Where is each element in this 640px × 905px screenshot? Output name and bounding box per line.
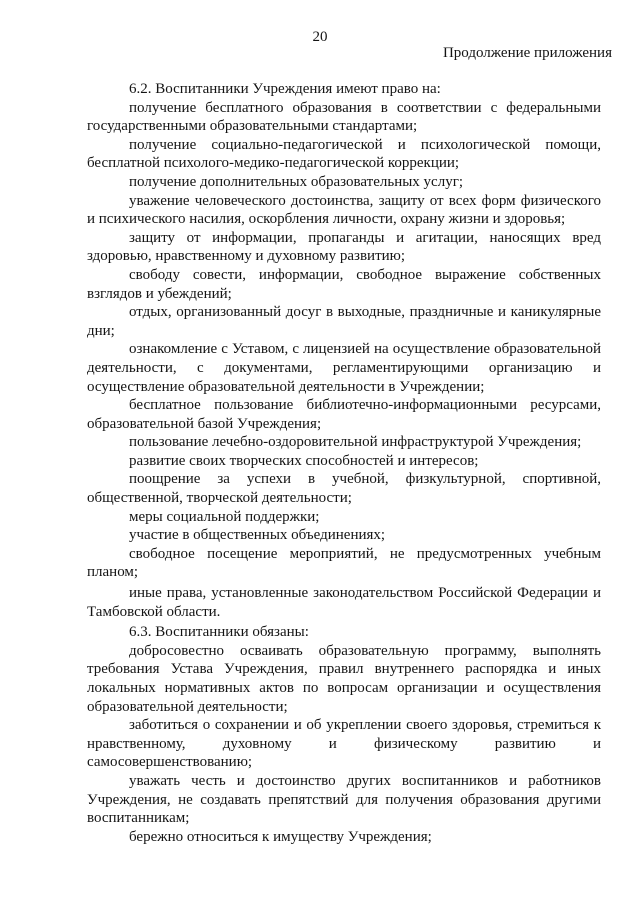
paragraph: получение дополнительных образовательных услуг; bbox=[129, 173, 464, 190]
paragraph: уважать честь и достоинство других воспитанников и работников Учреждения, не создавать препятствий для получения образования другими воспитанникам; bbox=[87, 772, 601, 827]
paragraph: защиту от информации, пропаганды и агитации, наносящих вред здоровью, нравственному и духовному развитию; bbox=[87, 229, 601, 265]
paragraph: иные права, установленные законодательством Российской Федерации и Тамбовской области. bbox=[87, 585, 601, 620]
section-heading-6-3: 6.3. Воспитанники обязаны: bbox=[129, 624, 309, 641]
paragraph: ознакомление с Уставом, с лицензией на осуществление образовательной деятельности, с документами, регламентирующими организацию и осуществление образовательной деятельности в Учреждении; bbox=[87, 341, 601, 395]
paragraph: пользование лечебно-оздоровительной инфраструктурой Учреждения; bbox=[129, 434, 582, 451]
document-body bbox=[87, 80, 601, 846]
paragraph: получение социально-педагогической и психологической помощи, бесплатной психолого-медико-педагогической коррекции; bbox=[87, 136, 601, 172]
paragraph: свободу совести, информации, свободное выражение собственных взглядов и убеждений; bbox=[87, 266, 601, 302]
paragraph: свободное посещение мероприятий, не предусмотренных учебным планом; bbox=[87, 545, 601, 581]
paragraph: уважение человеческого достоинства, защиту от всех форм физического и психического насилия, оскорбления личности, охрану жизни и здоровья; bbox=[87, 192, 601, 228]
paragraph: бесплатное пользование библиотечно-информационными ресурсами, образовательной базой Учреждения; bbox=[87, 397, 601, 432]
continuation-header: Продолжение приложения bbox=[442, 45, 612, 61]
paragraph: участие в общественных объединениях; bbox=[129, 527, 386, 544]
page-number: 20 bbox=[312, 29, 328, 45]
paragraph: поощрение за успехи в учебной, физкультурной, спортивной, общественной, творческой деятельности; bbox=[87, 471, 601, 507]
paragraph: получение бесплатного образования в соответствии с федеральными государственными образовательными стандартами; bbox=[87, 99, 601, 135]
paragraph: добросовестно осваивать образовательную программу, выполнять требования Устава Учреждения, правил внутреннего распорядка и иных локальных нормативных актов по вопросам организации и осуществления образовательной деятельности; bbox=[87, 642, 601, 715]
paragraph: заботиться о сохранении и об укреплении своего здоровья, стремиться к нравственному, духовному и физическому развитию и самосовершенствованию; bbox=[87, 717, 601, 771]
paragraph: бережно относиться к имуществу Учреждения; bbox=[129, 828, 432, 845]
paragraph: меры социальной поддержки; bbox=[129, 508, 320, 525]
section-heading-6-2: 6.2. Воспитанники Учреждения имеют право на: bbox=[129, 81, 441, 97]
paragraph: отдых, организованный досуг в выходные, праздничные и каникулярные дни; bbox=[87, 304, 601, 339]
paragraph: развитие своих творческих способностей и интересов; bbox=[129, 452, 479, 469]
